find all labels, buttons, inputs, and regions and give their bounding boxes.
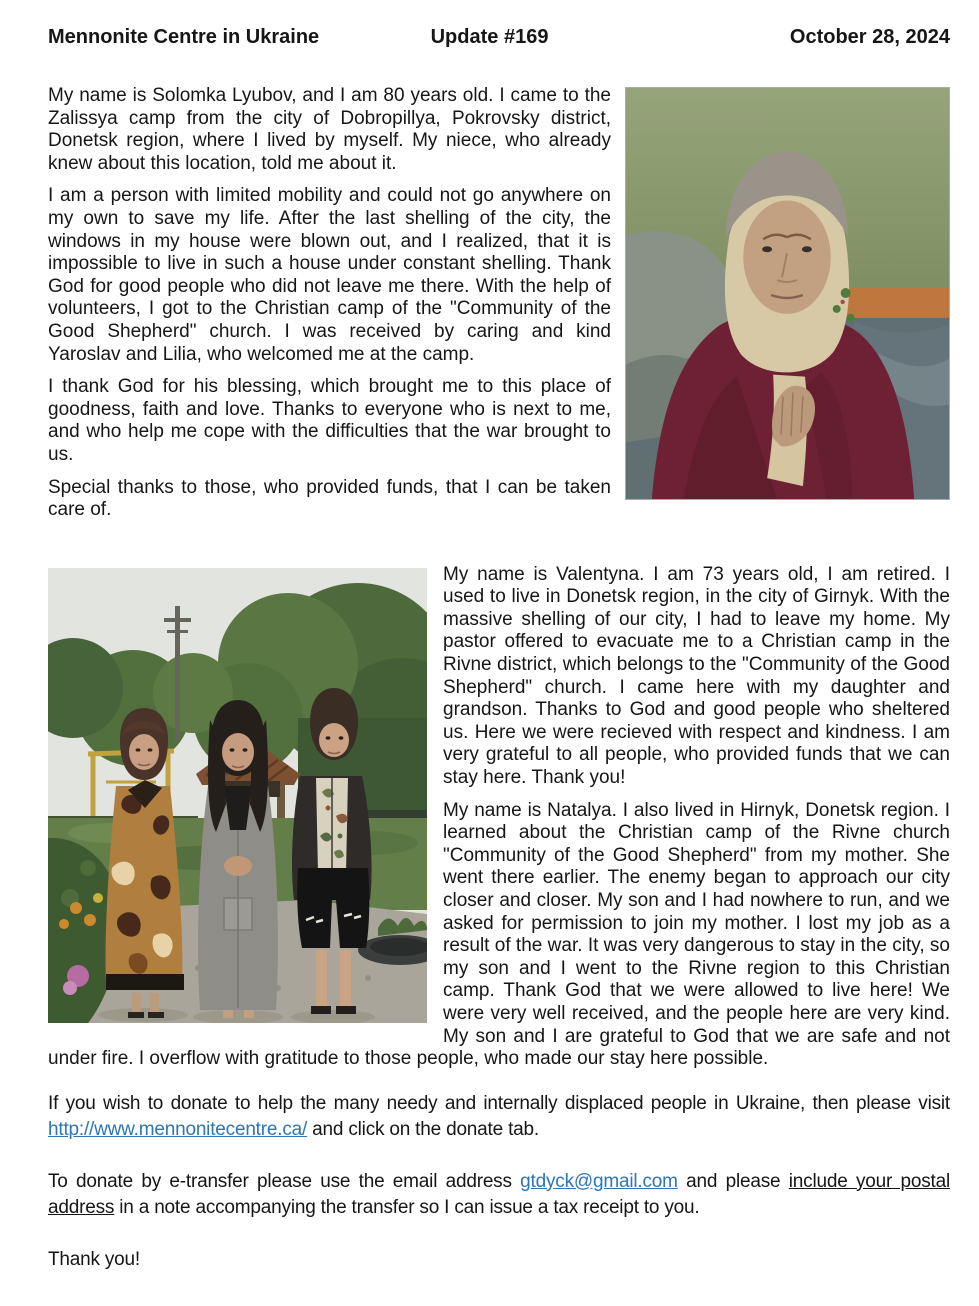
page-header <box>48 26 950 49</box>
story2-paragraph-natalya: My name is Natalya. I also lived in Hirnyk, Donetsk region. I learned about the Christian camp of the Rivne church "Community of the Good Shepherd" from my mother. She went there earlier. The enemy began to approach our city closer and closer. My son and I had nowhere to run, and we asked for permission to join my mother. I lost my job as a result of the war. It was very dangerous to stay in the city, so my son and I went to the Rivne region to this Christian camp. Thank God that we were allowed to live here! We were very well received, and the people here are very kind. My son and I are grateful to God that we are safe and not under fire. I overflow with gratitude to those people, who made our stay here possible. <box>48 799 950 1070</box>
story1-paragraph-3: I thank God for his blessing, which brought me to this place of goodness, faith and love. Thanks to everyone who is next to me, and who help me cope with the difficulties that the war brought to us. <box>48 376 611 465</box>
mennonitecentre-link[interactable]: http://www.mennonitecentre.ca/ <box>48 1118 308 1140</box>
donate-text-pre: If you wish to donate to help the many needy and internally displaced people in Ukraine, then please visit <box>48 1092 950 1114</box>
org-title: Mennonite Centre in Ukraine <box>48 26 320 48</box>
story-valentyna-natalya <box>48 564 950 1071</box>
donate-text-post: and click on the donate tab. <box>307 1118 539 1140</box>
story1-paragraph-2: I am a person with limited mobility and could not go anywhere on my own to save my life. After the last shelling of the city, the windows in my house were blown out, and I realized, that it is impossible to live in such a house under constant shelling. Thank God for good people who did not leave me there. With the help of volunteers, I got to the Christian camp of the "Community of the Good Shepherd" church. I was received by caring and kind Yaroslav and Lilia, who welcomed me at the camp. <box>48 185 611 365</box>
photo-solomka <box>625 87 950 500</box>
postal-address-emphasis: include your postal address <box>48 1170 950 1218</box>
issue-date: October 28, 2024 <box>789 26 950 48</box>
story-solomka <box>48 85 950 522</box>
story2-paragraph-valentyna: My name is Valentyna. I am 73 years old, I am retired. I used to live in Donetsk region, in the city of Girnyk. With the massive shelling of our city, I had to leave my home. My pastor offered to evacuate me to a Christian camp in the Rivne district, which belongs to the "Community of the Good Shepherd" church. I came here with my daughter and grandson. Thanks to God and good people who sheltered us. Here we were recieved with respect and kindness. I am very grateful to all people, who provided funds that we can stay here. Thank you! <box>443 563 950 789</box>
etransfer-text-post: in a note accompanying the transfer so I can issue a tax receipt to you. <box>114 1196 700 1218</box>
photo-solomka-illustration <box>626 88 949 499</box>
etransfer-text-pre: To donate by e-transfer please use the email address <box>48 1170 521 1192</box>
update-number: Update #169 <box>430 26 549 48</box>
photo-family-illustration <box>48 568 427 1023</box>
email-link[interactable]: gtdyck@gmail.com <box>520 1170 678 1192</box>
story1-paragraph-4: Special thanks to those, who provided funds, that I can be taken care of. <box>48 476 611 521</box>
etransfer-text-mid: and please <box>677 1170 789 1192</box>
thank-you: Thank you! <box>48 1248 140 1270</box>
story1-paragraph-1: My name is Solomka Lyubov, and I am 80 years old. I came to the Zalissya camp from the city of Dobropillya, Pokrovsky district, Donetsk region, where I lived by myself. My niece, who already knew about this location, told me about it. <box>48 85 611 174</box>
etransfer-paragraph <box>48 1169 950 1221</box>
donate-paragraph <box>48 1091 950 1143</box>
photo-family <box>48 568 427 1023</box>
person-center <box>198 700 278 1018</box>
donation-info <box>48 1091 950 1273</box>
